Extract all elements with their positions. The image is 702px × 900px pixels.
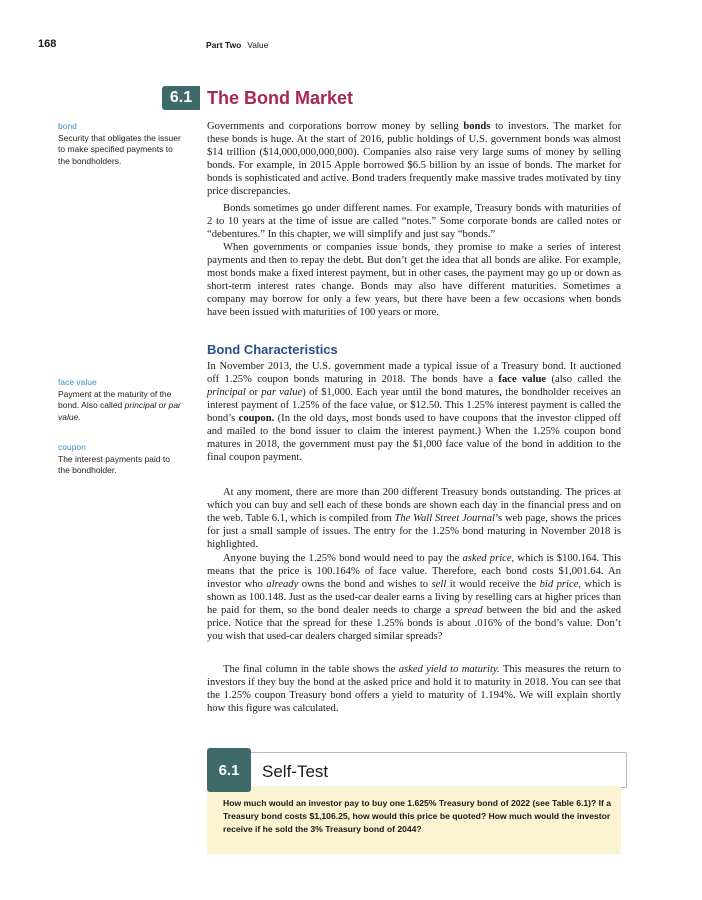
body-paragraph-5: At any moment, there are more than 200 different Treasury bonds outstanding. The prices at which you can buy and sell each of these bonds are shown each day in the financial press and on the web. Table 6.1, which is compiled from The Wall Street Journal’s web page, shows the prices for just a small sample of issues. The entry for the 1.25% bond maturing in November 2018 is highlighted. bbox=[207, 487, 621, 550]
section-title: The Bond Market bbox=[207, 88, 354, 108]
margin-term: coupon bbox=[58, 442, 86, 452]
body-paragraph-3: When governments or companies issue bonds, they promise to make a series of interest payments and then to repay the debt. But don’t get the idea that all bonds are alike. For example, most bonds make a fixed interest payment, but in other cases, the payment may go up or down as short-term interest rates change. Bonds may also have different maturities. Sometimes a company may borrow for only a few years, but there have been a few occasions when bonds have been issued with maturities of 100 years or more. bbox=[207, 242, 621, 318]
margin-definition: The interest payments paid to the bondholder. bbox=[58, 453, 170, 475]
self-test-number-badge: 6.1 bbox=[207, 748, 251, 792]
body-paragraph-4: In November 2013, the U.S. government made a typical issue of a Treasury bond. It auctioned off 1.25% coupon bonds maturing in 2018. The bonds have a face value (also called the principal or par value) of $1,000. Each year until the bond matures, the bondholder receives an interest payment of 1.25% of the face value, or $12.50. This 1.25% interest payment is called the bond’s coupon. (In the old days, most bonds used to have coupons that the investor clipped off and mailed to the bond issuer to claim the interest payment.) When the 1.25% coupon bond matures in 2018, the government must pay the $1,000 face value of the bond in addition to the final coupon payment. bbox=[207, 361, 622, 463]
self-test-title: Self-Test bbox=[262, 762, 329, 781]
margin-definition-italic: principal or par value. bbox=[58, 400, 181, 422]
margin-definition: Security that obligates the issuer to make specified payments to the bondholders. bbox=[58, 132, 181, 166]
margin-note-bond bbox=[58, 121, 182, 167]
body-paragraph-7: The final column in the table shows the asked yield to maturity. This measures the return to investors if they buy the bond at the asked price and hold it to maturity in 2018. You can see that the 1.25% coupon Treasury bond offers a yield to maturity of 1.194%. We will explain shortly how this figure was calculated. bbox=[207, 664, 621, 714]
margin-definition: Payment at the maturity of the bond. Also called bbox=[58, 388, 172, 410]
page-number: 168 bbox=[38, 38, 57, 50]
body-paragraph-6: Anyone buying the 1.25% bond would need to pay the asked price, which is $100.164. This means that the price is 100.164% of face value. Therefore, each bond costs $1,001.64. An investor who already owns the bond and wishes to sell it would receive the bid price, which is shown as 100.148. Just as the used-car dealer earns a living by reselling cars at higher prices than he paid for them, so the bond dealer needs to charge a spread between the bid and the asked price. Notice that the spread for these 1.25% bonds is about .016% of the bond’s value. Don’t you wish that used-car dealers charged similar spreads? bbox=[207, 553, 622, 642]
running-header bbox=[206, 40, 268, 50]
margin-term: face value bbox=[58, 377, 97, 387]
subheading: Bond Characteristics bbox=[207, 342, 338, 357]
margin-term: bond bbox=[58, 121, 77, 131]
part-label: Part Two bbox=[206, 40, 242, 50]
section-number-badge: 6.1 bbox=[162, 86, 200, 110]
self-test-question: How much would an investor pay to buy one 1.625% Treasury bond of 2022 (see Table 6.1)? If a Treasury bond costs $1,106.25, how would this price be quoted? How much would the investor receive if he sold the 3% Treasury bond of 2044? bbox=[223, 798, 612, 835]
body-paragraph-1: Governments and corporations borrow money by selling bonds to investors. The market for these bonds is huge. At the start of 2016, public holdings of U.S. government bonds was almost $14 trillion ($14,000,000,000,000). Companies also raise very large sums of money by selling bonds. For example, in 2015 Apple borrowed $6.5 billion by an issue of bonds. The market for bonds is sophisticated and active. Bond traders frequently make massive trades motivated by tiny price discrepancies. bbox=[207, 121, 621, 197]
margin-note-face-value bbox=[58, 377, 182, 423]
body-paragraph-2: Bonds sometimes go under different names. For example, Treasury bonds with maturities of 2 to 10 years at the time of issue are called “notes.” Some corporate bonds are called notes or “debentures.” In this chapter, we will simplify and just say “bonds.” bbox=[207, 203, 621, 240]
margin-note-coupon bbox=[58, 442, 182, 477]
part-name: Value bbox=[247, 40, 269, 50]
